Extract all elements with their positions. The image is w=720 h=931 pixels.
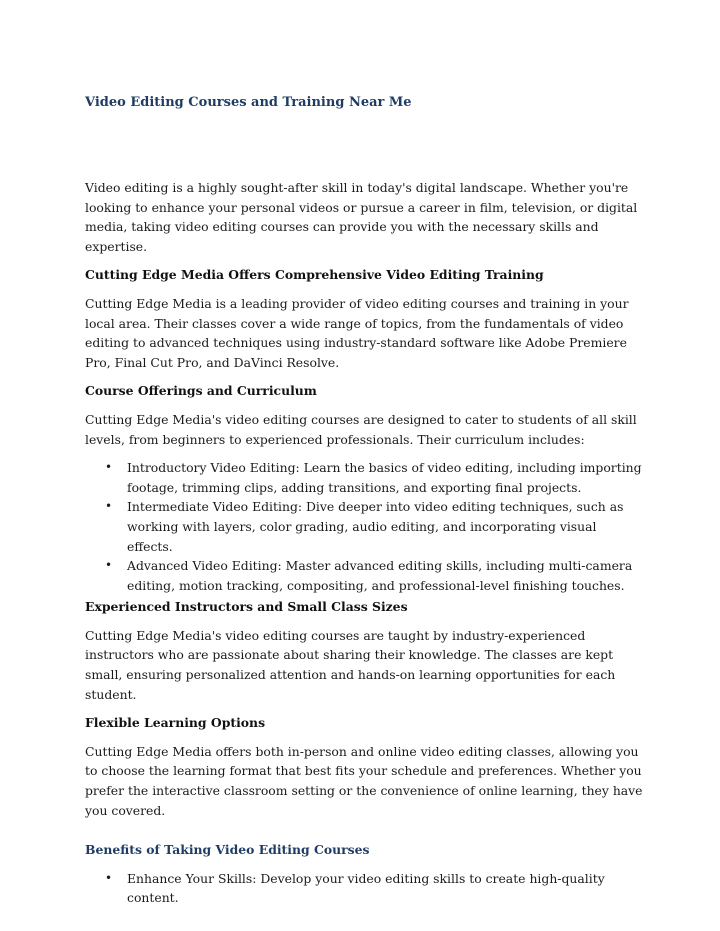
list-item (85, 497, 645, 556)
list-item-text: Intermediate Video Editing: Dive deeper into video editing techniques, such as working with layers, color grading, audio editing, and incorporating visual effects. (127, 499, 624, 554)
section-body-curriculum: Cutting Edge Media's video editing courses are designed to cater to students of all skill levels, from beginners to experienced professionals. Their curriculum includes: (85, 411, 637, 447)
list-item-text: Introductory Video Editing: Learn the basics of video editing, including importing footage, trimming clips, adding transitions, and exporting final projects. (127, 460, 642, 495)
section-body-training: Cutting Edge Media is a leading provider of video editing courses and training in your local area. Their classes cover a wide range of topics, from the fundamentals of video editing to advanced techniques using industry-standard software like Adobe Premiere Pro, Final Cut Pro, and DaVinci Resolve. (85, 295, 629, 370)
section-heading-training: Cutting Edge Media Offers Comprehensive Video Editing Training (85, 267, 544, 283)
list-item (85, 458, 645, 497)
list-item-text: Enhance Your Skills: Develop your video editing skills to create high-quality content. (127, 870, 605, 906)
curriculum-list (85, 458, 645, 595)
document-title: Video Editing Courses and Training Near Me (85, 95, 412, 110)
list-item (85, 869, 645, 908)
bullet-icon: • (105, 460, 113, 475)
document-body (85, 178, 645, 910)
section-heading-benefits: Benefits of Taking Video Editing Courses (85, 842, 370, 858)
benefits-list (85, 869, 645, 908)
bullet-icon: • (105, 499, 113, 514)
list-item-text: Advanced Video Editing: Master advanced editing skills, including multi-camera editing, motion tracking, compositing, and professional-level finishing touches. (127, 558, 633, 593)
section-body-instructors: Cutting Edge Media's video editing courses are taught by industry-experienced instructors who are passionate about sharing their knowledge. The classes are kept small, ensuring personalized attention and hands-on learning opportunities for each student. (85, 627, 616, 702)
section-heading-instructors: Experienced Instructors and Small Class Sizes (85, 599, 408, 615)
intro-paragraph: Video editing is a highly sought-after skill in today's digital landscape. Whether you're looking to enhance your personal videos or pursue a career in film, television, or digital media, taking video editing courses can provide you with the necessary skills and expertise. (85, 180, 638, 254)
section-heading-curriculum: Course Offerings and Curriculum (85, 383, 317, 399)
list-item (85, 556, 645, 595)
bullet-icon: • (105, 870, 113, 885)
section-body-flexible: Cutting Edge Media offers both in-person and online video editing classes, allowing you to choose the learning format that best fits your schedule and preferences. Whether you prefer the interactive classroom setting or the convenience of online learning, they have you covered. (85, 743, 643, 818)
bullet-icon: • (105, 558, 113, 573)
section-heading-flexible: Flexible Learning Options (85, 715, 266, 731)
